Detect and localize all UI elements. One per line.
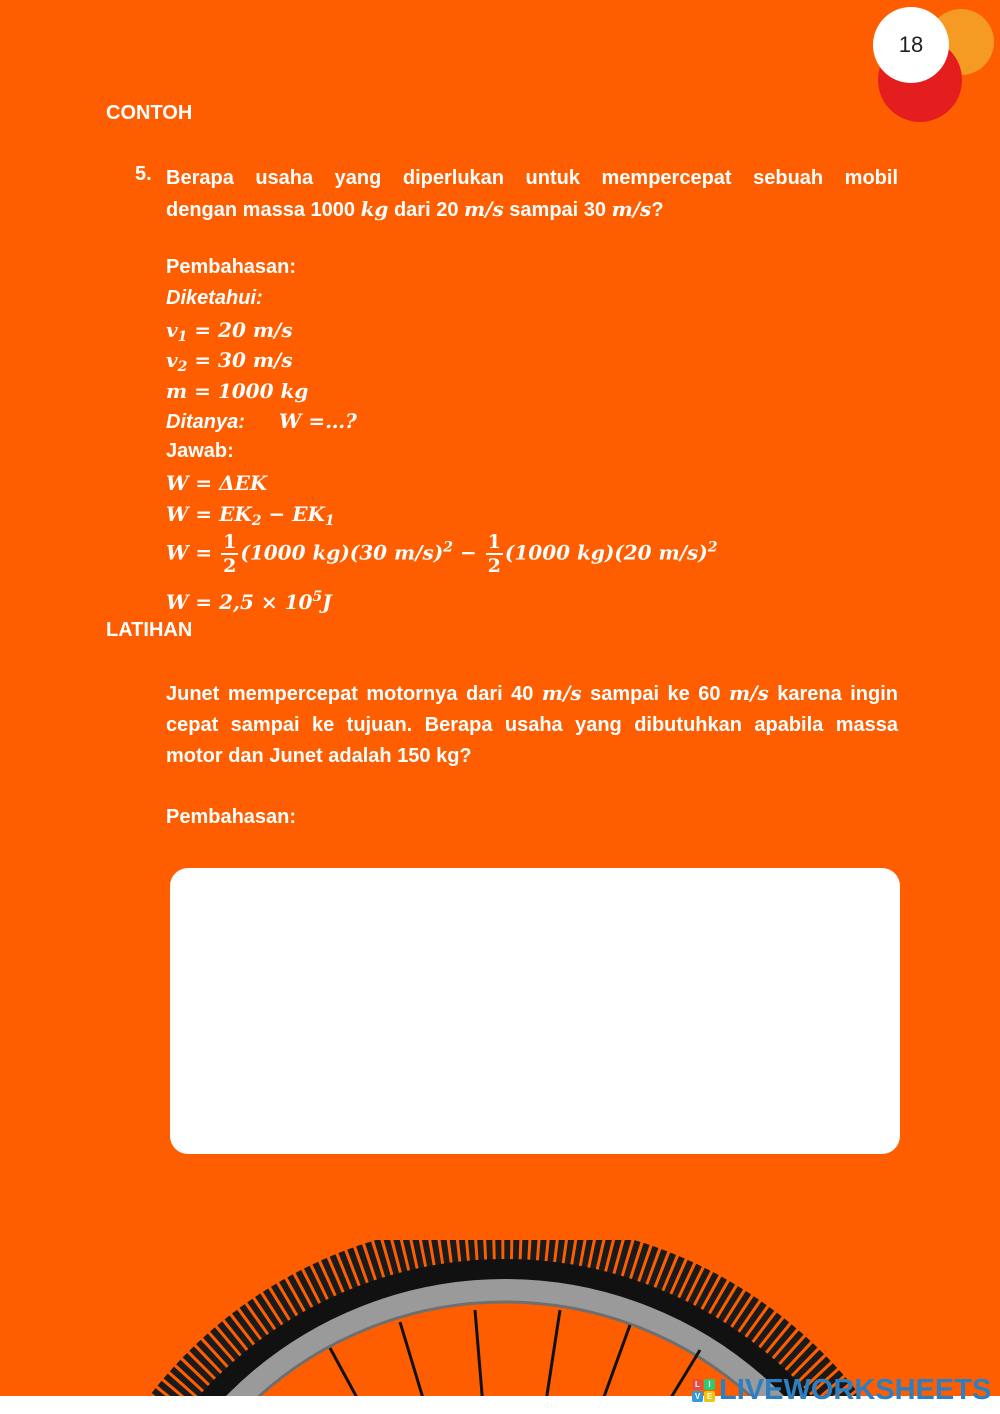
equation-3: W = $\frac{1}{2}$ (1000 kg)(30 m/s)$^2$ − $\frac{1}{2}$ (1000 kg)(20 m/s)$^2$ <box>166 531 718 577</box>
question-line-1: Berapa usaha yang diperlukan untuk mempercepat sebuah mobil <box>166 167 898 189</box>
liveworksheets-brand[interactable] <box>692 1374 991 1407</box>
given-v1: $v_1 = 20$ m/s <box>166 318 293 345</box>
liveworksheets-logo-icon: L I V E <box>692 1379 715 1402</box>
contoh-heading: CONTOH <box>106 102 193 124</box>
answer-input-box[interactable] <box>170 868 900 1154</box>
exercise-text: Junet mempercepat motornya dari 40 m/s sampai ke 60 m/s karena ingin cepat sampai ke tujuan. Berapa usaha yang dibutuhkan apabila massa motor dan Junet adalah 150 kg? <box>166 681 899 767</box>
brand-text: LIVEWORKSHEETS <box>719 1374 992 1406</box>
jawab-label: Jawab: <box>166 440 234 462</box>
exercise-pembahasan-label: Pembahasan: <box>166 806 297 828</box>
fraction-half: $\frac{1}{2}$ <box>223 531 237 577</box>
ditanya-line: Ditanya: W =…? <box>166 409 357 433</box>
fraction-half: $\frac{1}{2}$ <box>487 531 501 577</box>
page-number: 18 <box>898 32 924 57</box>
diketahui-label: Diketahui: <box>166 287 263 309</box>
given-v2: $v_2 = 30$ m/s <box>166 348 293 375</box>
equation-2: $W = EK_2 - EK_1$ <box>166 502 335 529</box>
question-number: 5. <box>135 163 152 185</box>
latihan-heading: LATIHAN <box>106 619 193 641</box>
pembahasan-label: Pembahasan: <box>166 256 297 278</box>
equation-4: $W = 2,5 \times 10^5J$ <box>166 589 332 614</box>
question-text <box>166 163 898 226</box>
page-number-badge <box>873 7 949 83</box>
equation-1: W = ΔEK <box>166 471 268 495</box>
question-line-2: dengan massa 1000 kg dari 20 m/s sampai 30 m/s? <box>166 197 664 221</box>
given-mass: m = 1000 kg <box>166 379 309 403</box>
